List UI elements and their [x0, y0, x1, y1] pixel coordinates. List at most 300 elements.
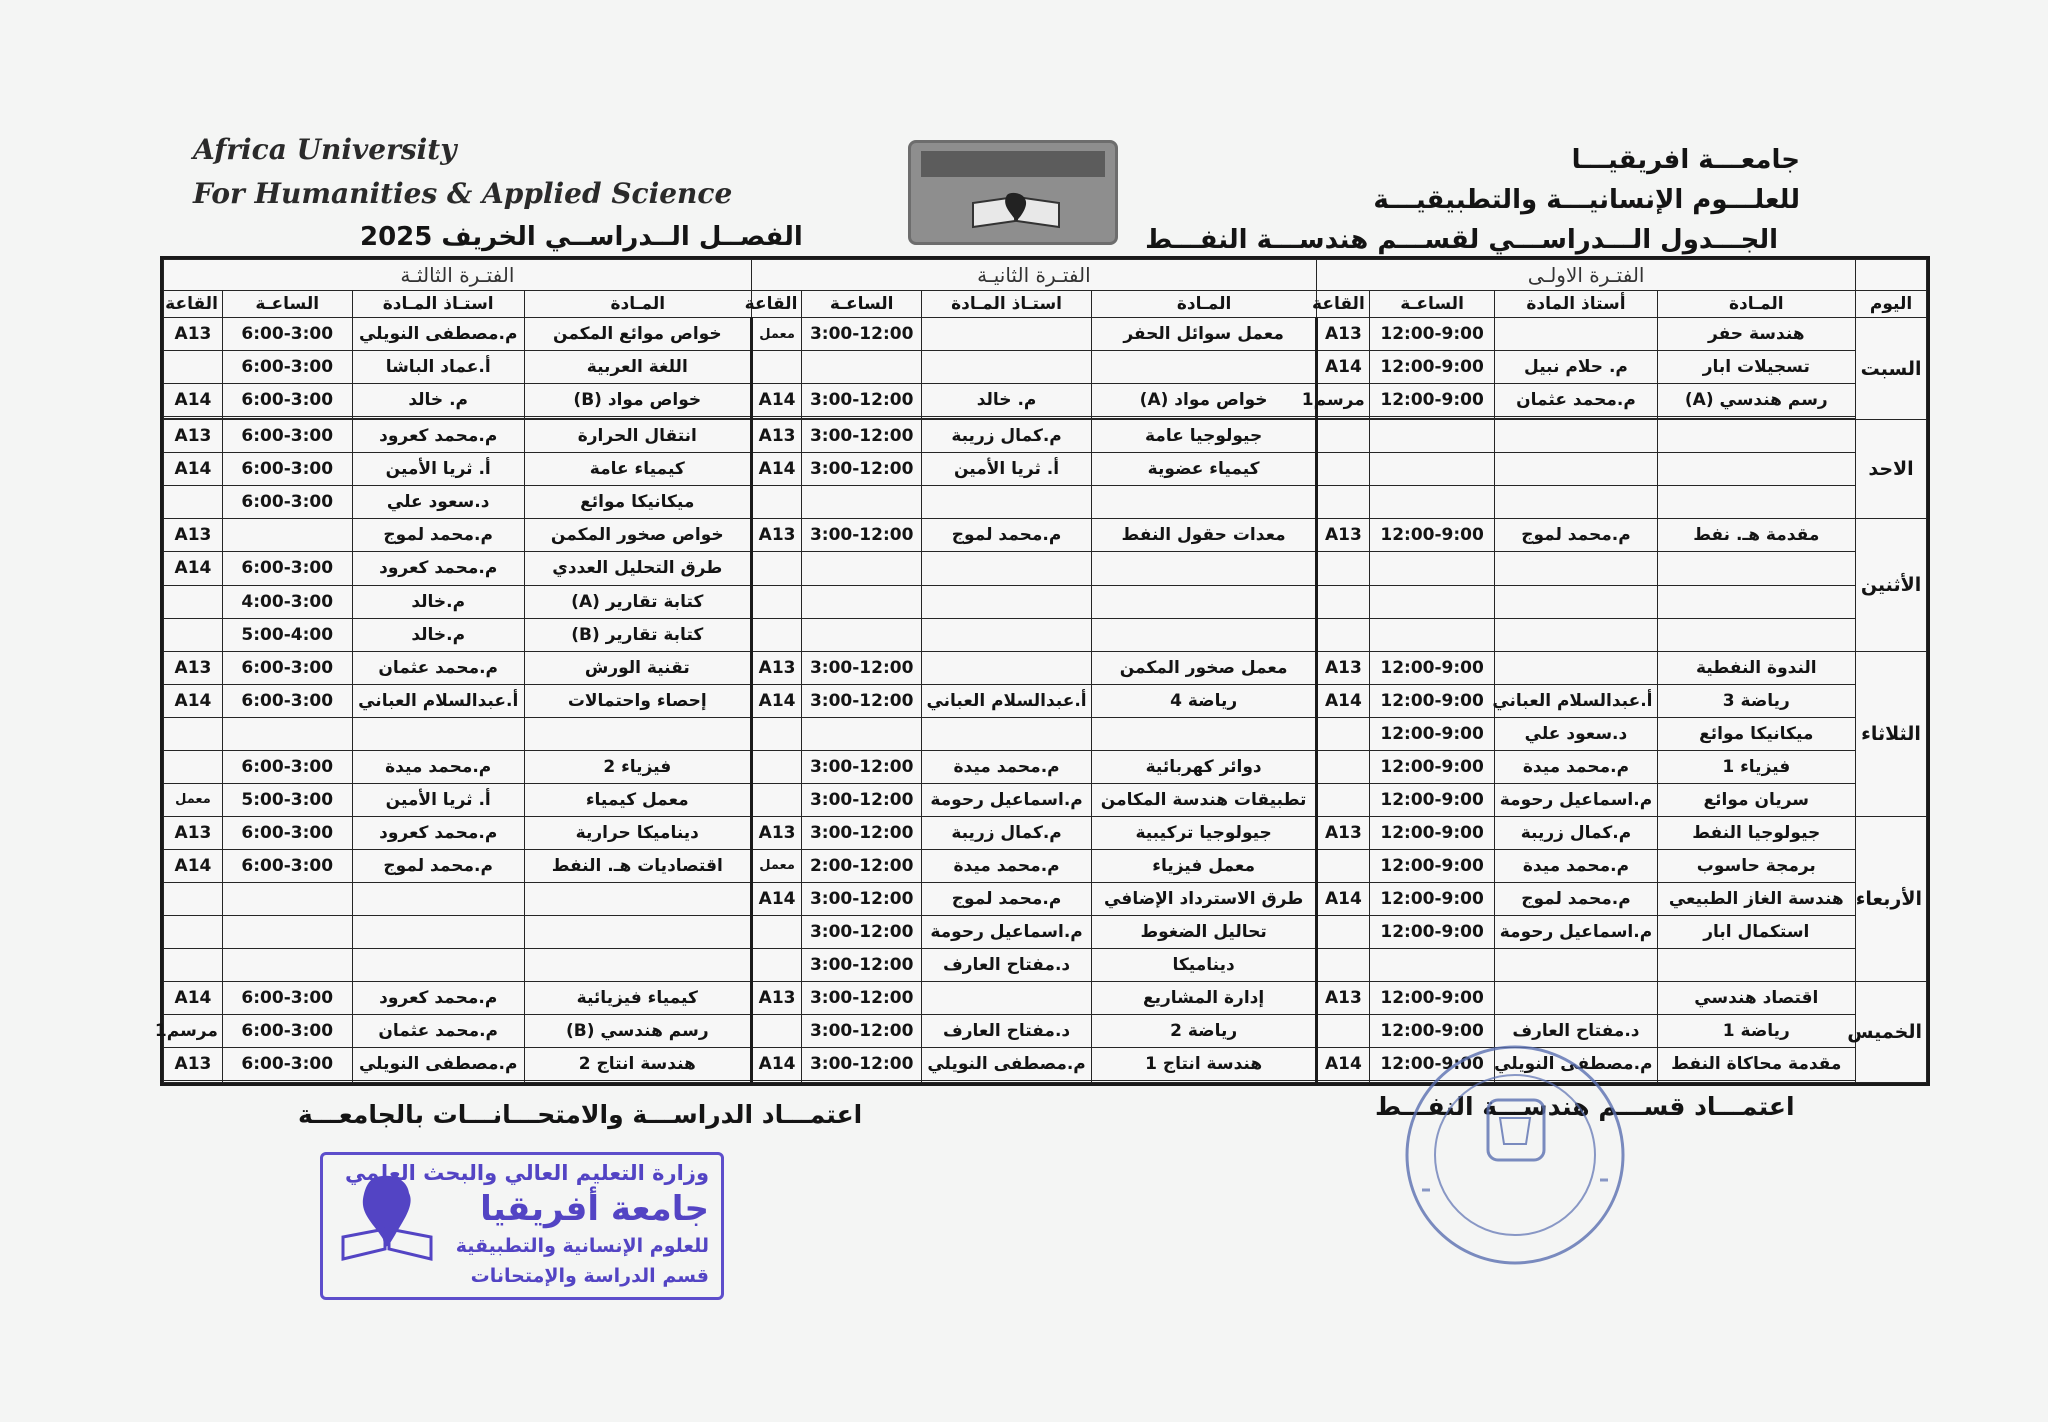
p2-teacher-cell: م.اسماعيل رحومة [921, 915, 1091, 948]
table-row [164, 816, 1927, 849]
table-row [164, 1081, 1927, 1083]
p3-subject-cell: فيزياء 2 [524, 750, 751, 783]
p1-subject-cell [1657, 453, 1856, 486]
table-row [164, 420, 1927, 453]
p3-room-cell [164, 717, 223, 750]
p1-subject-cell: رسم هندسي (A) [1657, 384, 1856, 417]
p3-teacher-cell: م.محمد عثمان [352, 1015, 524, 1048]
p2-subject-cell [1092, 618, 1317, 651]
p1-teacher-cell [1495, 949, 1657, 982]
p2-subject-cell: دوائر كهربائية [1092, 750, 1317, 783]
p3-room-cell: A14 [164, 982, 223, 1015]
p1-time-cell: 12:00-9:00 [1369, 915, 1495, 948]
p2-room-cell [751, 486, 802, 519]
table-row [164, 486, 1927, 519]
p1-subject-cell: تسجيلات ابار [1657, 351, 1856, 384]
p3-teacher-cell: م.محمد ميدة [352, 750, 524, 783]
p1-room-cell [1317, 486, 1370, 519]
p1-room-cell [1317, 949, 1370, 982]
p3-time-cell: 6:00-3:00 [222, 486, 352, 519]
p3-room-cell: A14 [164, 552, 223, 585]
p2-room-cell [751, 717, 802, 750]
period-1-header: الفتـرة الاولـى [1317, 260, 1856, 291]
col-room: القاعة [751, 291, 802, 318]
p3-subject-cell: معمل كيمياء [524, 783, 751, 816]
p1-time-cell: 12:00-9:00 [1369, 684, 1495, 717]
p1-subject-cell [1657, 618, 1856, 651]
p1-room-cell: A14 [1317, 684, 1370, 717]
p2-room-cell [751, 618, 802, 651]
p2-subject-cell [1092, 585, 1317, 618]
p1-room-cell [1317, 915, 1370, 948]
p1-teacher-cell [1495, 552, 1657, 585]
p1-time-cell [1369, 949, 1495, 982]
p3-time-cell: 5:00-4:00 [222, 618, 352, 651]
col-room: القاعة [164, 291, 223, 318]
p1-time-cell: 12:00-9:00 [1369, 783, 1495, 816]
p2-room-cell [751, 552, 802, 585]
p1-time-cell: 12:00-9:00 [1369, 651, 1495, 684]
p3-subject-cell: طرق التحليل العددي [524, 552, 751, 585]
p3-subject-cell: إحصاء واحتمالات [524, 684, 751, 717]
p2-teacher-cell [921, 318, 1091, 351]
p1-subject-cell [1657, 420, 1856, 453]
p1-time-cell: 12:00-9:00 [1369, 1048, 1495, 1081]
p1-time-cell [1369, 585, 1495, 618]
p2-room-cell: A14 [751, 882, 802, 915]
p3-subject-cell: اقتصاديات هـ. النفط [524, 849, 751, 882]
p2-teacher-cell [921, 982, 1091, 1015]
col-subject: المـادة [524, 291, 751, 318]
p1-teacher-cell: أ.عبدالسلام العباني [1495, 684, 1657, 717]
day-cell: الاحد [1856, 420, 1927, 519]
ar-title-line1: جامعـــة افريقيـــا [1571, 145, 1800, 175]
schedule-title: الجـــدول الـــدراســـي لقســـم هندســـة النفـــط [1145, 225, 1778, 255]
p2-subject-cell: رياضة 2 [1092, 1015, 1317, 1048]
p1-teacher-cell [1495, 486, 1657, 519]
p3-teacher-cell: أ.عماد الباشا [352, 351, 524, 384]
p1-time-cell [1369, 486, 1495, 519]
p2-room-cell: معمل [751, 849, 802, 882]
p3-subject-cell: ديناميكا حرارية [524, 816, 751, 849]
p2-subject-cell: معمل فيزياء [1092, 849, 1317, 882]
p3-room-cell [164, 915, 223, 948]
semester-label: الفصــل الــدراســي الخريف 2025 [360, 222, 803, 252]
p1-subject-cell: اقتصاد هندسي [1657, 982, 1856, 1015]
table-row [164, 519, 1927, 552]
p3-subject-cell: خواص مواد (B) [524, 384, 751, 417]
table-row [164, 351, 1927, 384]
p3-room-cell: A13 [164, 318, 223, 351]
arabic-header [1145, 140, 1800, 260]
p2-subject-cell [1092, 1081, 1317, 1083]
p2-time-cell: 3:00-12:00 [802, 684, 922, 717]
col-teacher: استـاذ المـادة [352, 291, 524, 318]
p2-teacher-cell: د.مفتاح العارف [921, 949, 1091, 982]
p2-room-cell: A13 [751, 651, 802, 684]
p2-time-cell: 2:00-12:00 [802, 849, 922, 882]
p1-room-cell: مرسم1 [1317, 384, 1370, 417]
table-row [164, 717, 1927, 750]
p3-subject-cell: هندسة انتاج 2 [524, 1048, 751, 1081]
p2-subject-cell: معدات حقول النفط [1092, 519, 1317, 552]
p1-room-cell [1317, 783, 1370, 816]
p1-room-cell [1317, 420, 1370, 453]
p3-subject-cell: رسم هندسي (B) [524, 1015, 751, 1048]
col-time: الساعـة [222, 291, 352, 318]
p3-teacher-cell [352, 1081, 524, 1083]
p2-teacher-cell: أ.عبدالسلام العباني [921, 684, 1091, 717]
p2-teacher-cell: م.كمال زريبة [921, 816, 1091, 849]
p3-time-cell: 6:00-3:00 [222, 384, 352, 417]
stamp-department: قسم الدراسة والإمتحانات [470, 1265, 709, 1287]
p2-time-cell [802, 717, 922, 750]
p3-subject-cell: كيمياء فيزيائية [524, 982, 751, 1015]
p2-teacher-cell: د.مفتاح العارف [921, 1015, 1091, 1048]
p3-time-cell: 6:00-3:00 [222, 849, 352, 882]
table-row [164, 1015, 1927, 1048]
table-row [164, 849, 1927, 882]
p2-time-cell [802, 552, 922, 585]
p2-teacher-cell [921, 651, 1091, 684]
p3-time-cell: 6:00-3:00 [222, 453, 352, 486]
p3-room-cell: A14 [164, 453, 223, 486]
p2-time-cell: 3:00-12:00 [802, 750, 922, 783]
p1-subject-cell [1657, 486, 1856, 519]
p1-room-cell [1317, 552, 1370, 585]
p3-subject-cell: كتابة تقارير (B) [524, 618, 751, 651]
p1-time-cell [1369, 618, 1495, 651]
table-row [164, 453, 1927, 486]
book-icon [971, 191, 1061, 231]
p1-teacher-cell: د.سعود علي [1495, 717, 1657, 750]
p2-room-cell [751, 351, 802, 384]
p2-teacher-cell [921, 1081, 1091, 1083]
table-row [164, 915, 1927, 948]
p1-time-cell: 12:00-9:00 [1369, 1015, 1495, 1048]
p1-time-cell: 12:00-9:00 [1369, 519, 1495, 552]
p3-subject-cell: اللغة العربية [524, 351, 751, 384]
p3-time-cell: 6:00-3:00 [222, 552, 352, 585]
p3-time-cell: 6:00-3:00 [222, 982, 352, 1015]
p3-teacher-cell: م.محمد كعرود [352, 816, 524, 849]
p1-time-cell [1369, 552, 1495, 585]
p1-teacher-cell: م.محمد ميدة [1495, 750, 1657, 783]
p2-teacher-cell [921, 618, 1091, 651]
p3-subject-cell: تقنية الورش [524, 651, 751, 684]
p2-room-cell [751, 949, 802, 982]
p1-room-cell: A14 [1317, 351, 1370, 384]
p1-subject-cell: سريان موائع [1657, 783, 1856, 816]
p1-teacher-cell: م.كمال زريبة [1495, 816, 1657, 849]
p2-time-cell: 3:00-12:00 [802, 453, 922, 486]
col-room: القاعة [1317, 291, 1370, 318]
p3-time-cell [222, 915, 352, 948]
p2-subject-cell: إدارة المشاريع [1092, 982, 1317, 1015]
p3-teacher-cell: أ. ثريا الأمين [352, 453, 524, 486]
p1-subject-cell: الندوة النفطية [1657, 651, 1856, 684]
p1-teacher-cell: م.اسماعيل رحومة [1495, 915, 1657, 948]
p3-room-cell [164, 486, 223, 519]
p2-teacher-cell [921, 351, 1091, 384]
p2-subject-cell [1092, 351, 1317, 384]
p1-room-cell [1317, 1081, 1370, 1083]
p2-subject-cell: رياضة 4 [1092, 684, 1317, 717]
p2-subject-cell: هندسة انتاج 1 [1092, 1048, 1317, 1081]
p2-subject-cell: ديناميكا [1092, 949, 1317, 982]
p2-time-cell: 3:00-12:00 [802, 816, 922, 849]
p3-room-cell: معمل [164, 783, 223, 816]
table-row [164, 684, 1927, 717]
p2-subject-cell: معمل سوائل الحفر [1092, 318, 1317, 351]
approval-studies-label: اعتمـــاد الدراســـة والامتحـــانـــات بالجامعـــة [298, 1100, 863, 1129]
p1-teacher-cell [1495, 982, 1657, 1015]
p3-subject-cell [524, 882, 751, 915]
p2-time-cell: 3:00-12:00 [802, 915, 922, 948]
p1-teacher-cell: م.مصطفى النويلي [1495, 1048, 1657, 1081]
p3-room-cell: A13 [164, 816, 223, 849]
p1-room-cell [1317, 717, 1370, 750]
p3-time-cell: 6:00-3:00 [222, 1015, 352, 1048]
p3-teacher-cell: م.محمد كعرود [352, 420, 524, 453]
p1-subject-cell [1657, 552, 1856, 585]
p2-subject-cell: جيولوجيا تركيبية [1092, 816, 1317, 849]
p3-room-cell [164, 882, 223, 915]
p2-time-cell: 3:00-12:00 [802, 1015, 922, 1048]
col-subject: المـادة [1657, 291, 1856, 318]
p3-time-cell: 6:00-3:00 [222, 318, 352, 351]
table-row [164, 750, 1927, 783]
p2-room-cell [751, 1015, 802, 1048]
p1-teacher-cell [1495, 420, 1657, 453]
p3-room-cell [164, 618, 223, 651]
col-teacher: أستاذ المادة [1495, 291, 1657, 318]
table-row [164, 318, 1927, 351]
p3-teacher-cell: م.مصطفى النويلي [352, 318, 524, 351]
p1-subject-cell: مقدمة هـ. نفط [1657, 519, 1856, 552]
p1-subject-cell [1657, 585, 1856, 618]
p1-time-cell: 12:00-9:00 [1369, 982, 1495, 1015]
p1-subject-cell: رياضة 1 [1657, 1015, 1856, 1048]
p2-room-cell: A13 [751, 420, 802, 453]
p2-teacher-cell: م.محمد لموج [921, 882, 1091, 915]
p2-time-cell: 3:00-12:00 [802, 1048, 922, 1081]
p2-teacher-cell [921, 717, 1091, 750]
p1-time-cell [1369, 420, 1495, 453]
p1-teacher-cell: م.محمد ميدة [1495, 849, 1657, 882]
p3-teacher-cell [352, 882, 524, 915]
stamp-university: جامعة أفريقيا [480, 1189, 709, 1229]
p2-teacher-cell: م.مصطفى النويلي [921, 1048, 1091, 1081]
p2-teacher-cell: م.اسماعيل رحومة [921, 783, 1091, 816]
p3-time-cell: 6:00-3:00 [222, 684, 352, 717]
p2-time-cell [802, 585, 922, 618]
table-row [164, 1048, 1927, 1081]
p2-room-cell: A13 [751, 816, 802, 849]
p1-time-cell: 12:00-9:00 [1369, 816, 1495, 849]
p1-subject-cell: استكمال ابار [1657, 915, 1856, 948]
p1-teacher-cell [1495, 585, 1657, 618]
p1-teacher-cell: م.محمد لموج [1495, 882, 1657, 915]
logo-band [921, 151, 1105, 177]
p1-subject-cell: ميكانيكا موائع [1657, 717, 1856, 750]
p3-teacher-cell: م.مصطفى النويلي [352, 1048, 524, 1081]
table-row [164, 651, 1927, 684]
p2-room-cell: A14 [751, 453, 802, 486]
p1-room-cell [1317, 849, 1370, 882]
stamp-faculty: للعلوم الإنسانية والتطبيقية [455, 1235, 709, 1257]
p3-time-cell [222, 949, 352, 982]
p1-time-cell: 12:00-9:00 [1369, 384, 1495, 417]
p1-room-cell: A14 [1317, 882, 1370, 915]
p2-time-cell: 3:00-12:00 [802, 384, 922, 417]
p1-room-cell: A14 [1317, 1048, 1370, 1081]
p3-teacher-cell: م.محمد كعرود [352, 982, 524, 1015]
p3-room-cell [164, 1081, 223, 1083]
p2-room-cell: معمل [751, 318, 802, 351]
p3-room-cell: A13 [164, 519, 223, 552]
en-title-line2: For Humanities & Applied Science [193, 177, 733, 210]
p2-room-cell [751, 915, 802, 948]
p3-teacher-cell: م.خالد [352, 585, 524, 618]
table-row [164, 618, 1927, 651]
col-time: الساعـة [802, 291, 922, 318]
table-row [164, 384, 1927, 417]
p1-teacher-cell: م.محمد لموج [1495, 519, 1657, 552]
p1-time-cell: 12:00-9:00 [1369, 882, 1495, 915]
p3-time-cell [222, 717, 352, 750]
p3-room-cell: A13 [164, 1048, 223, 1081]
p3-room-cell: مرسم1 [164, 1015, 223, 1048]
day-cell: الأثنين [1856, 519, 1927, 651]
p1-teacher-cell [1495, 453, 1657, 486]
p2-time-cell: 3:00-12:00 [802, 882, 922, 915]
p2-subject-cell: طرق الاسترداد الإضافي [1092, 882, 1317, 915]
p3-time-cell [222, 1081, 352, 1083]
p3-room-cell: A14 [164, 684, 223, 717]
table-row [164, 783, 1927, 816]
p1-time-cell: 12:00-9:00 [1369, 750, 1495, 783]
p1-room-cell [1317, 750, 1370, 783]
p1-subject-cell: جيولوجيا النفط [1657, 816, 1856, 849]
p1-teacher-cell [1495, 618, 1657, 651]
p3-room-cell: A13 [164, 420, 223, 453]
p1-teacher-cell: م. حلام نبيل [1495, 351, 1657, 384]
period-2-header: الفتـرة الثانيـة [751, 260, 1316, 291]
p3-subject-cell: كتابة تقارير (A) [524, 585, 751, 618]
p3-time-cell: 6:00-3:00 [222, 1048, 352, 1081]
col-time: الساعـة [1369, 291, 1495, 318]
p1-time-cell: 12:00-9:00 [1369, 717, 1495, 750]
p1-room-cell [1317, 453, 1370, 486]
col-teacher: استـاذ المـادة [921, 291, 1091, 318]
p2-room-cell: A14 [751, 684, 802, 717]
p1-teacher-cell: م.محمد عثمان [1495, 384, 1657, 417]
p1-subject-cell: رياضة 3 [1657, 684, 1856, 717]
p3-time-cell [222, 519, 352, 552]
day-header-spacer [1856, 260, 1927, 291]
p2-room-cell [751, 783, 802, 816]
p2-room-cell [751, 750, 802, 783]
p2-teacher-cell: م.محمد ميدة [921, 750, 1091, 783]
p2-subject-cell: تطبيقات هندسة المكامن [1092, 783, 1317, 816]
p3-time-cell: 6:00-3:00 [222, 351, 352, 384]
p1-teacher-cell [1495, 318, 1657, 351]
day-cell: الخميس [1856, 982, 1927, 1083]
p3-time-cell: 6:00-3:00 [222, 651, 352, 684]
p2-room-cell: A13 [751, 519, 802, 552]
p3-room-cell [164, 750, 223, 783]
p3-teacher-cell [352, 717, 524, 750]
p2-time-cell [802, 618, 922, 651]
col-subject: المـادة [1092, 291, 1317, 318]
p3-teacher-cell: د.سعود علي [352, 486, 524, 519]
approval-department-label: اعتمـــاد قســـم هندســـة النفـــط [1375, 1092, 1795, 1121]
p3-teacher-cell: م.محمد عثمان [352, 651, 524, 684]
p2-subject-cell: معمل صخور المكمن [1092, 651, 1317, 684]
p1-subject-cell: هندسة حفر [1657, 318, 1856, 351]
table-row [164, 585, 1927, 618]
schedule-table [154, 256, 1930, 1086]
p2-room-cell: A14 [751, 384, 802, 417]
p3-subject-cell: ميكانيكا موائع [524, 486, 751, 519]
p3-room-cell: A14 [164, 849, 223, 882]
day-cell: الأربعاء [1856, 816, 1927, 981]
p3-room-cell [164, 585, 223, 618]
p3-room-cell [164, 351, 223, 384]
p2-time-cell: 3:00-12:00 [802, 949, 922, 982]
ar-title-line2: للعلـــوم الإنسانيـــة والتطبيقيـــة [1373, 185, 1800, 215]
p2-room-cell [751, 585, 802, 618]
p1-room-cell: A13 [1317, 519, 1370, 552]
p1-subject-cell: فيزياء 1 [1657, 750, 1856, 783]
p1-room-cell: A13 [1317, 816, 1370, 849]
p2-teacher-cell: م.محمد ميدة [921, 849, 1091, 882]
p2-subject-cell: خواص مواد (A) [1092, 384, 1317, 417]
university-logo [908, 140, 1118, 245]
p2-time-cell: 3:00-12:00 [802, 519, 922, 552]
table-row [164, 882, 1927, 915]
p2-teacher-cell [921, 486, 1091, 519]
p2-time-cell: 3:00-12:00 [802, 318, 922, 351]
p1-room-cell [1317, 1015, 1370, 1048]
schedule-body [154, 318, 1927, 1083]
p1-time-cell: 12:00-9:00 [1369, 318, 1495, 351]
period-3-header: الفتـرة الثالثـة [164, 260, 752, 291]
p3-time-cell: 6:00-3:00 [222, 816, 352, 849]
table-row [164, 949, 1927, 982]
p1-room-cell: A13 [1317, 651, 1370, 684]
p2-time-cell [802, 486, 922, 519]
day-cell: السبت [1856, 318, 1927, 420]
p3-time-cell [222, 882, 352, 915]
p3-teacher-cell: أ. ثريا الأمين [352, 783, 524, 816]
p2-room-cell: A13 [751, 982, 802, 1015]
p3-room-cell: A14 [164, 384, 223, 417]
p1-subject-cell: برمجة حاسوب [1657, 849, 1856, 882]
p1-subject-cell: هندسة الغاز الطبيعي [1657, 882, 1856, 915]
p1-subject-cell: مقدمة محاكاة النفط [1657, 1048, 1856, 1081]
p1-subject-cell [1657, 949, 1856, 982]
p3-time-cell: 6:00-3:00 [222, 420, 352, 453]
p3-subject-cell: خواص موائع المكمن [524, 318, 751, 351]
p1-teacher-cell [1495, 651, 1657, 684]
p1-teacher-cell: د.مفتاح العارف [1495, 1015, 1657, 1048]
p3-subject-cell [524, 915, 751, 948]
p1-teacher-cell: م.اسماعيل رحومة [1495, 783, 1657, 816]
p3-subject-cell [524, 949, 751, 982]
department-round-stamp [1400, 1040, 1630, 1270]
